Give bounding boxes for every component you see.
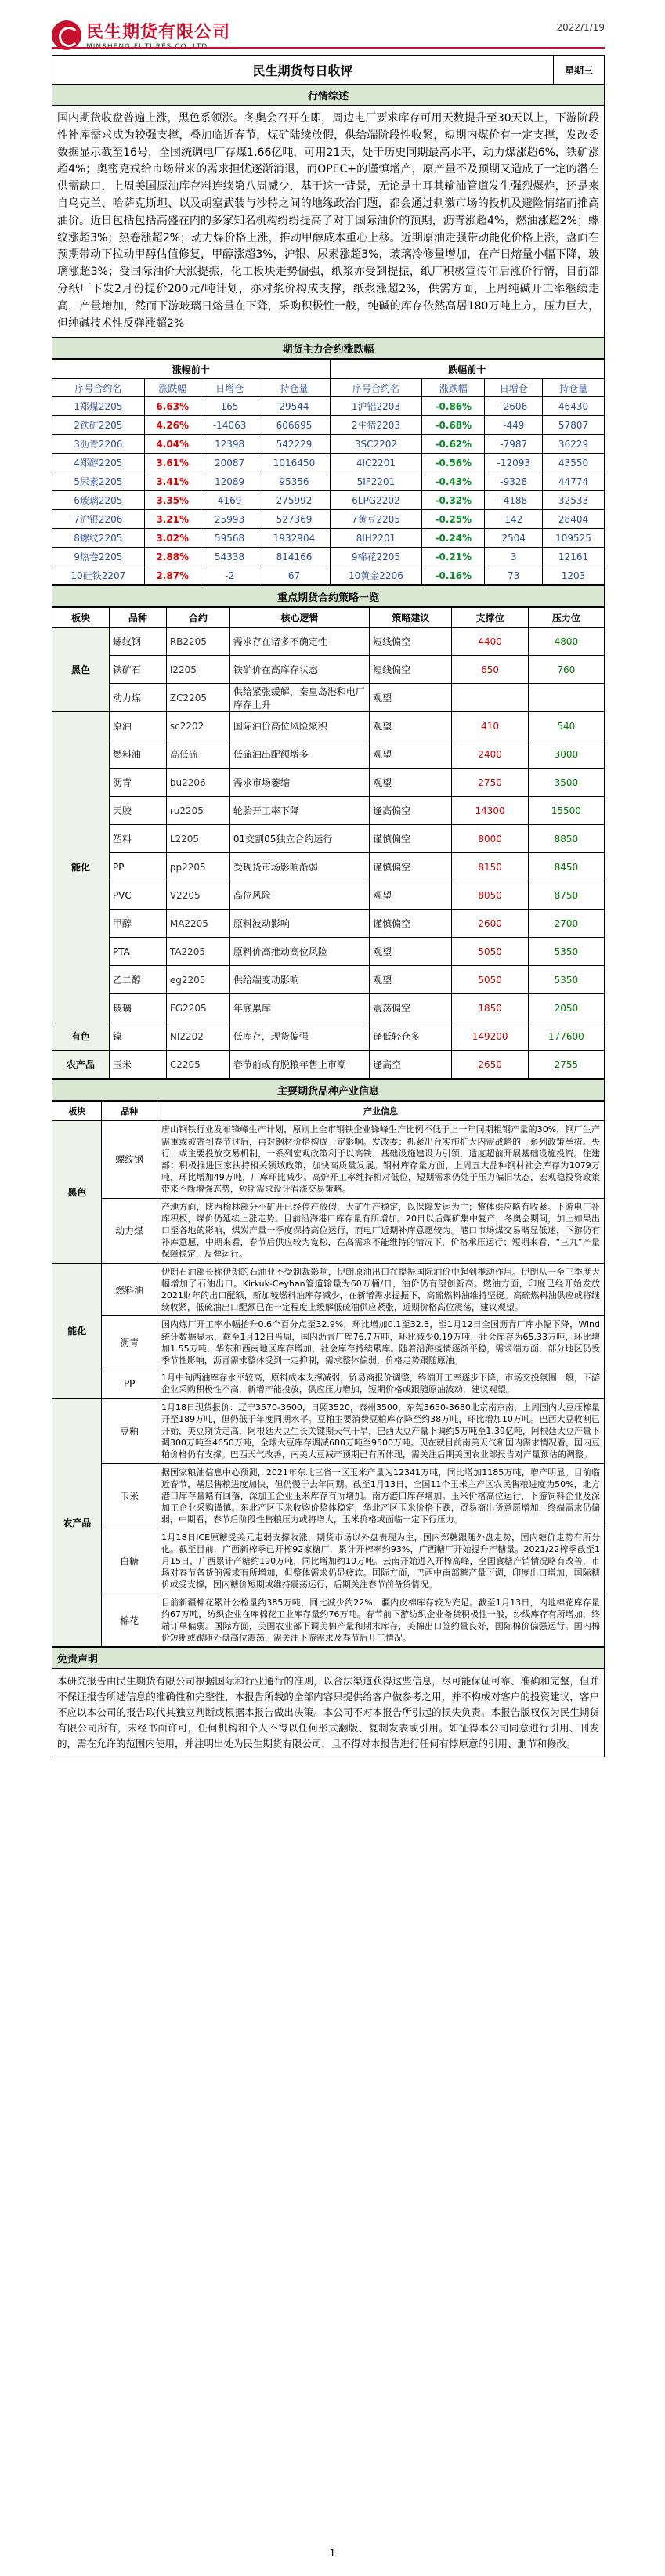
- strategy-support: 5050: [452, 966, 528, 994]
- report-header: [52, 19, 605, 60]
- strategy-pressure: 8450: [528, 853, 604, 881]
- industry-info: 1月中旬两油库存水平较高，原料成本支撑减弱，贸易商报价调整，终端开工率逐步下降，市场交投氛围一般，下游企业采购积极性不高，新增产能投放，供应压力增加，短期价格或跟随原油波动，建议观望。: [157, 1369, 604, 1398]
- up-open-interest: 95356: [258, 472, 330, 491]
- ranking-row: [52, 472, 605, 491]
- up-oi-change: 54338: [201, 548, 258, 566]
- industry-column-header: 板块: [52, 1102, 102, 1121]
- strategy-logic: 年底累库: [229, 994, 369, 1022]
- industry-info: 国内炼厂开工率小幅抬升0.6个百分点至32.9%，环比增加0.1至32.3，至1月12日全国沥青厂库小幅下降，Wind统计数据显示，截至1月12日当周，国内沥青厂库76.7万吨，环比减少0.19万吨，社会库存为65.33万吨，环比增加1.55万吨，华东和西南地区库存增加，社会库存持续累库。随着沿海疫情逐渐平稳，需求端方面，部分地区仍受季节性影响，沥青需求整体受到一定抑制，需求整体偏弱，价格走势跟随原油。: [157, 1316, 604, 1369]
- industry-sector: 能化: [52, 1263, 102, 1398]
- strategy-sector: 农产品: [52, 1051, 110, 1079]
- up-change: 4.04%: [144, 435, 201, 454]
- industry-row: [52, 1463, 605, 1529]
- ranking-column-header: 序号合约名: [330, 379, 422, 397]
- strategy-advice: 谨慎偏空: [370, 825, 452, 853]
- strategy-row: [52, 994, 605, 1022]
- strategy-pressure: 3000: [528, 740, 604, 769]
- strategy-support: 8000: [452, 825, 528, 853]
- strategy-logic: 低库存，现货偏强: [229, 1022, 369, 1051]
- industry-info: 1月18日ICE原糖受美元走弱支撑收涨，期货市场以外盘表现为主，国内郑糖跟随外盘走势，国内糖价走势有所分化。截至目前，广西新榨季已开榨92家糖厂，累计开榨率约93%，广西糖厂开始提升产糖量。2021/22榨季截至1月15日，广西累计产糖约190万吨，同比增加约10万吨。云南开始进入开榨高峰，全国食糖产销情况略有改善，市场对春节备货的需求有所增加，但整体需求仍显疲软。国际方面，巴西中南部糖产量下调，印度出口增加，国际糖价或受支撑，国内糖价短期或维持震荡运行，后期关注春节前备货情况。: [157, 1529, 604, 1594]
- strategy-product: 天胶: [109, 797, 166, 825]
- logo-icon: [52, 20, 81, 50]
- disclaimer-heading: 免责声明: [52, 1648, 605, 1669]
- down-contract: 5IF2201: [330, 472, 422, 491]
- strategy-product: 沥青: [109, 769, 166, 797]
- ranking-column-header: 持仓量: [258, 379, 330, 397]
- up-open-interest: 1932904: [258, 529, 330, 548]
- up-oi-change: 25993: [201, 510, 258, 529]
- up-open-interest: 67: [258, 566, 330, 585]
- up-contract: 10硅铁2207: [52, 566, 145, 585]
- industry-row: [52, 1316, 605, 1369]
- up-contract: 5尿素2205: [52, 472, 145, 491]
- industry-sector: 农产品: [52, 1398, 102, 1647]
- up-contract: 3沥青2206: [52, 435, 145, 454]
- industry-row: [52, 1398, 605, 1463]
- strategy-pressure: 8850: [528, 825, 604, 853]
- up-oi-change: 165: [201, 397, 258, 416]
- down-oi-change: -9328: [485, 472, 543, 491]
- strategy-contract: V2205: [166, 881, 229, 910]
- up-open-interest: 29544: [258, 397, 330, 416]
- down-open-interest: 1203: [543, 566, 605, 585]
- strategy-row: [52, 881, 605, 910]
- down-open-interest: 46430: [543, 397, 605, 416]
- strategy-logic: 供给端变动影响: [229, 966, 369, 994]
- strategy-pressure: 8750: [528, 881, 604, 910]
- industry-product: 螺纹钢: [102, 1121, 157, 1198]
- summary-heading: 行情综述: [52, 85, 605, 106]
- down-title: 跌幅前十: [330, 360, 604, 379]
- strategy-contract: bu2206: [166, 769, 229, 797]
- strategy-contract: NI2202: [166, 1022, 229, 1051]
- page-number: 1: [329, 2548, 336, 2559]
- industry-product: PP: [102, 1369, 157, 1398]
- strategy-support: 4400: [452, 628, 528, 656]
- down-oi-change: -4188: [485, 491, 543, 510]
- strategy-pressure: 15500: [528, 797, 604, 825]
- strategy-advice: 短线偏空: [370, 656, 452, 684]
- report-body: [52, 55, 605, 1757]
- strategy-row: [52, 769, 605, 797]
- industry-product: 沥青: [102, 1316, 157, 1369]
- strategy-contract: eg2205: [166, 966, 229, 994]
- down-change: -0.32%: [422, 491, 485, 510]
- up-oi-change: 12089: [201, 472, 258, 491]
- down-change: -0.24%: [422, 529, 485, 548]
- up-contract: 4郑醇2205: [52, 454, 145, 472]
- strategy-support: 8150: [452, 853, 528, 881]
- strategy-advice: 逢低轻仓多: [370, 1022, 452, 1051]
- strategy-product: 甲醇: [109, 910, 166, 938]
- down-contract: 10黄金2206: [330, 566, 422, 585]
- down-open-interest: 32533: [543, 491, 605, 510]
- strategy-contract: pp2205: [166, 853, 229, 881]
- strategy-contract: MA2205: [166, 910, 229, 938]
- industry-sector: 黑色: [52, 1121, 102, 1263]
- up-contract: 8螺纹2205: [52, 529, 145, 548]
- up-open-interest: 542229: [258, 435, 330, 454]
- down-open-interest: 12161: [543, 548, 605, 566]
- strategy-pressure: 2050: [528, 994, 604, 1022]
- strategy-product: 动力煤: [109, 684, 166, 712]
- down-oi-change: 3: [485, 548, 543, 566]
- industry-product: 燃料油: [102, 1263, 157, 1316]
- ranking-table: [52, 359, 605, 585]
- strategy-logic: 需求市场萎缩: [229, 769, 369, 797]
- down-contract: 1沪铝2203: [330, 397, 422, 416]
- up-oi-change: -14063: [201, 416, 258, 435]
- strategy-product: PTA: [109, 938, 166, 966]
- strategy-column-header: 品种: [109, 608, 166, 628]
- ranking-row: [52, 529, 605, 548]
- strategy-logic: 原料波动影响: [229, 910, 369, 938]
- strategy-advice: 逢高偏空: [370, 797, 452, 825]
- down-contract: 3SC2202: [330, 435, 422, 454]
- strategy-advice: 震荡偏空: [370, 994, 452, 1022]
- down-change: -0.16%: [422, 566, 485, 585]
- ranking-column-header: 日增仓: [485, 379, 543, 397]
- strategy-product: 铁矿石: [109, 656, 166, 684]
- strategy-row: [52, 656, 605, 684]
- industry-heading: 主要期货品种产业信息: [52, 1080, 605, 1101]
- strategy-row: [52, 1051, 605, 1079]
- strategy-logic: 春节前或有脱粮年售上市潮: [229, 1051, 369, 1079]
- strategy-advice: 观望: [370, 938, 452, 966]
- strategy-logic: 受现货市场影响渐弱: [229, 853, 369, 881]
- down-open-interest: 57807: [543, 416, 605, 435]
- up-change: 3.21%: [144, 510, 201, 529]
- strategy-row: [52, 938, 605, 966]
- strategy-product: 乙二醇: [109, 966, 166, 994]
- strategy-column-header: 合约: [166, 608, 229, 628]
- summary-text: 国内期货收盘普遍上涨，黑色系领涨。冬奥会召开在即，周边电厂要求库存可用天数提升至30天以上，下游阶段性补库需求成为较强支撑，叠加临近春节，煤矿陆续放假，供给端阶段性收紧，短期内煤价有一定支撑，发改委数据显示截至16号，全国统调电厂存煤1.66亿吨，可用21天，处于历史同期最高水平，动力煤涨超6%，铁矿涨超4%；奥密克戎给市场带来的需求担忧逐渐消退，而OPEC+的谨慎增产，原产量不及预期又造成了一定的潜在供需缺口，上周美国原油库存料连续第八周减少，基于这一背景，无论是土耳其输油管道发生强烈爆炸，还是来自乌克兰、哈萨克斯坦、以及胡塞武装与沙特之间的地缘政治问题，都会通过刺激市场的投机及避险情绪而推高油价。近日包括包括高盛在内的多家知名机构纷纷提高了对于国际油价的预期，沥青涨超4%，燃油涨超2%；螺纹涨超3%；热卷涨超2%；动力煤价格上涨，推动甲醇成本重心上移。近期原油走强带动能化价格上涨，盘面在预期带动下拉动甲醇估值修复，甲醇涨超3%，沪银、尿素涨超3%，玻璃冷修量增加，在产日熔量小幅下降，玻璃涨超3%；受国际油价大涨提振，化工板块走势偏强，纸浆亦受到提振，纸厂积极宣传年后涨价行情，目前部分纸厂下发2月份提价200元/吨计划，亦对浆价构成支撑，纸浆涨超2%，供需方面，上周纯碱开工率继续走高，产量增加，然而下游玻璃日熔量在下降，采购积极性一般，纯碱的库存依然高居180万吨上方，压力巨大，但纯碱技术性反弹涨超2%: [52, 106, 605, 338]
- strategy-advice: 观望: [370, 769, 452, 797]
- strategy-advice: 观望: [370, 966, 452, 994]
- strategy-support: 2750: [452, 769, 528, 797]
- industry-product: 动力煤: [102, 1198, 157, 1263]
- strategy-support: 14300: [452, 797, 528, 825]
- strategy-pressure: [528, 684, 604, 712]
- strategy-contract: I2205: [166, 656, 229, 684]
- down-contract: 8IH2201: [330, 529, 422, 548]
- down-change: -0.21%: [422, 548, 485, 566]
- strategy-support: 650: [452, 656, 528, 684]
- down-open-interest: 36229: [543, 435, 605, 454]
- up-oi-change: 20087: [201, 454, 258, 472]
- down-contract: 7黄豆2205: [330, 510, 422, 529]
- up-change: 3.61%: [144, 454, 201, 472]
- up-open-interest: 814166: [258, 548, 330, 566]
- down-change: -0.25%: [422, 510, 485, 529]
- industry-info: 伊朗石油部长称伊朗的石油业不受制裁影响，伊朗原油出口在提振国际油价中起到推动作用。伊朗从一至三季度大幅增加了石油出口。Kirkuk-Ceyhan管道输量为60万桶/日，油价仍有望创新高。燃油方面，印度已经开始发放2021财年的出口配额，新加坡燃料油库存减少，在新增需求提振下，高硫燃料油维持坚挺。高硫燃料油供应或将继续收紧，低硫油出口配额已在一定程度上缓解低硫油供应紧张，近期价格高位震荡，建议观望。: [157, 1263, 604, 1316]
- industry-product: 棉花: [102, 1594, 157, 1647]
- strategy-support: 2650: [452, 1051, 528, 1079]
- down-oi-change: -449: [485, 416, 543, 435]
- strategy-row: [52, 1022, 605, 1051]
- up-open-interest: 606695: [258, 416, 330, 435]
- ranking-heading: 期货主力合约涨跌幅: [52, 338, 605, 359]
- strategy-logic: 铁矿价在高库存状态: [229, 656, 369, 684]
- strategy-support: 149200: [452, 1022, 528, 1051]
- down-oi-change: 2504: [485, 529, 543, 548]
- strategy-advice: 逢高空: [370, 1051, 452, 1079]
- strategy-advice: 谨慎偏空: [370, 853, 452, 881]
- down-oi-change: 142: [485, 510, 543, 529]
- up-contract: 2铁矿2205: [52, 416, 145, 435]
- strategy-row: [52, 740, 605, 769]
- strategy-contract: ru2205: [166, 797, 229, 825]
- strategy-contract: 高低硫: [166, 740, 229, 769]
- header-divider: [52, 47, 605, 49]
- strategy-row: [52, 910, 605, 938]
- strategy-logic: 国际油价高位风险聚积: [229, 712, 369, 740]
- strategy-advice: 短线偏空: [370, 628, 452, 656]
- strategy-column-header: 策略建议: [370, 608, 452, 628]
- strategy-product: 螺纹钢: [109, 628, 166, 656]
- industry-product: 白糖: [102, 1529, 157, 1594]
- down-oi-change: -2606: [485, 397, 543, 416]
- strategy-pressure: 760: [528, 656, 604, 684]
- down-oi-change: 73: [485, 566, 543, 585]
- down-change: -0.43%: [422, 472, 485, 491]
- down-oi-change: -12093: [485, 454, 543, 472]
- industry-heading-table: [52, 1079, 605, 1101]
- strategy-logic: 轮胎开工率下降: [229, 797, 369, 825]
- strategy-sector: 有色: [52, 1022, 110, 1051]
- strategy-contract: FG2205: [166, 994, 229, 1022]
- up-change: 3.41%: [144, 472, 201, 491]
- strategy-contract: TA2205: [166, 938, 229, 966]
- strategy-row: [52, 825, 605, 853]
- strategy-support: 8050: [452, 881, 528, 910]
- up-contract: 6玻璃2205: [52, 491, 145, 510]
- up-change: 2.87%: [144, 566, 201, 585]
- strategy-product: 塑料: [109, 825, 166, 853]
- up-oi-change: 12398: [201, 435, 258, 454]
- strategy-pressure: 5350: [528, 938, 604, 966]
- strategy-advice: 观望: [370, 684, 452, 712]
- up-open-interest: 275992: [258, 491, 330, 510]
- strategy-row: [52, 966, 605, 994]
- industry-row: [52, 1594, 605, 1647]
- strategy-contract: C2205: [166, 1051, 229, 1079]
- disclaimer-table: [52, 1647, 605, 1757]
- strategy-product: 镍: [109, 1022, 166, 1051]
- ranking-row: [52, 454, 605, 472]
- strategy-product: 燃料油: [109, 740, 166, 769]
- strategy-logic: 01交割05独立合约运行: [229, 825, 369, 853]
- strategy-row: [52, 853, 605, 881]
- industry-row: [52, 1198, 605, 1263]
- strategy-pressure: 2755: [528, 1051, 604, 1079]
- up-open-interest: 527369: [258, 510, 330, 529]
- industry-product: 玉米: [102, 1463, 157, 1529]
- industry-row: [52, 1529, 605, 1594]
- strategy-support: [452, 684, 528, 712]
- strategy-table: [52, 607, 605, 1079]
- up-oi-change: 59568: [201, 529, 258, 548]
- industry-info: 产地方面，陕西榆林部分小矿开已经停产放假，大矿生产稳定，以保障发运为主；整体供应略有收紧。下游电厂补库积极，煤价仍延续上涨走势。目前沿海港口库存量有所增加。20日以后煤矿集中复产，冬奥会期间，加上如果出口至各地的影响，煤炭产量一季度保持高位运行，而电厂近期补库意愿较为。港口市场煤交易略显低迷，下游仍有补库意愿，中期来看，春节后供应较为宽松，在高需求不能维持的情况下，价格承压运行；短期来看，“三九”产量保障稳定，反弹运行。: [157, 1198, 604, 1263]
- ranking-row: [52, 491, 605, 510]
- up-change: 3.35%: [144, 491, 201, 510]
- strategy-contract: sc2202: [166, 712, 229, 740]
- up-oi-change: 4169: [201, 491, 258, 510]
- strategy-column-header: 核心逻辑: [229, 608, 369, 628]
- strategy-pressure: 2700: [528, 910, 604, 938]
- strategy-heading-table: [52, 585, 605, 607]
- down-open-interest: 43550: [543, 454, 605, 472]
- ranking-row: [52, 510, 605, 529]
- strategy-logic: 低硫油出配额增多: [229, 740, 369, 769]
- strategy-logic: 原料价高推动高位风险: [229, 938, 369, 966]
- strategy-support: 2400: [452, 740, 528, 769]
- strategy-product: PP: [109, 853, 166, 881]
- up-change: 6.63%: [144, 397, 201, 416]
- strategy-support: 5050: [452, 938, 528, 966]
- strategy-product: 玻璃: [109, 994, 166, 1022]
- up-title: 涨幅前十: [52, 360, 331, 379]
- down-oi-change: -7987: [485, 435, 543, 454]
- up-change: 4.26%: [144, 416, 201, 435]
- strategy-row: [52, 797, 605, 825]
- ranking-column-header: 持仓量: [543, 379, 605, 397]
- strategy-sector: 能化: [52, 712, 110, 1022]
- up-change: 3.02%: [144, 529, 201, 548]
- strategy-advice: 观望: [370, 712, 452, 740]
- down-change: -0.86%: [422, 397, 485, 416]
- ranking-row: [52, 397, 605, 416]
- industry-column-header: 产业信息: [157, 1102, 604, 1121]
- up-oi-change: -2: [201, 566, 258, 585]
- down-change: -0.68%: [422, 416, 485, 435]
- strategy-contract: RB2205: [166, 628, 229, 656]
- strategy-pressure: 177600: [528, 1022, 604, 1051]
- strategy-row: [52, 712, 605, 740]
- strategy-logic: 高位风险: [229, 881, 369, 910]
- down-contract: 6LPG2202: [330, 491, 422, 510]
- industry-row: [52, 1369, 605, 1398]
- ranking-row: [52, 548, 605, 566]
- ranking-row: [52, 435, 605, 454]
- strategy-product: 玉米: [109, 1051, 166, 1079]
- strategy-sector: 黑色: [52, 628, 110, 712]
- strategy-logic: 需求存在诸多不确定性: [229, 628, 369, 656]
- strategy-contract: ZC2205: [166, 684, 229, 712]
- strategy-column-header: 压力位: [528, 608, 604, 628]
- industry-row: [52, 1263, 605, 1316]
- down-contract: 9棉花2205: [330, 548, 422, 566]
- ranking-row: [52, 416, 605, 435]
- up-contract: 9热卷2205: [52, 548, 145, 566]
- strategy-advice: 谨慎偏空: [370, 910, 452, 938]
- industry-info: 目前新疆棉花累计公检量约385万吨，同比减少约22%，疆内皮棉库存较为充足。截至1月13日，内地棉花库存量约67万吨，纺织企业在库棉花工业库存量约76万吨。春节前下游纺织企业备货积极性一般，纱线库存有所增加，终端订单偏弱。国际方面，美国农业部下调美棉产量和期末库存，美棉出口签约量良好，国际棉价偏强运行。国内棉价短期或跟随外盘高位震荡，需关注下游需求及春节后开工情况。: [157, 1594, 604, 1647]
- ranking-column-header: 日增仓: [201, 379, 258, 397]
- strategy-contract: L2205: [166, 825, 229, 853]
- strategy-support: 1850: [452, 994, 528, 1022]
- strategy-product: PVC: [109, 881, 166, 910]
- industry-info: 唐山钢铁行业发布锋峰生产计划，原则上全市钢铁企业锋峰生产比例不低于上一年同期粗钢产量的30%，钢厂生产需重或被寄到春节过后，再对钢材价格构成一定影响。发改委：抓紧出台实施扩大内需战略的一系列政策举措。央行：或主要投放交易机制，一系列宏观政策利于以高铁、基础设施建设为引领，适度超前开展基础设施投资。住建部：积极推进国家扶持相关领域政策，加快高质量发展。钢材库存量方面，上周五大品种钢材社会库存为1079万吨，环比增加49万吨，厂库环比减少。高炉开工率维持相对低位，短期需求仍处于压力偏旧状态，宏观稳投资政策带来不断增强态势，短期需求设计看涨交易策略。: [157, 1121, 604, 1198]
- ranking-column-header: 涨跌幅: [422, 379, 485, 397]
- up-contract: 7沪银2206: [52, 510, 145, 529]
- down-change: -0.56%: [422, 454, 485, 472]
- ranking-row: [52, 566, 605, 585]
- industry-info: 1月18日现货报价：辽宁3570-3600，日照3520，泰州3500，东莞3650-3680北京南京南，上周国内大豆压榨量开至189万吨，但仍低于年度同期水平。豆粕主要消费豆粕库存降至约38万吨，环比增加10万吨。巴西大豆收割已开始，美豆期货走高，阿根廷大豆生长关键期天气干旱，巴西大豆产量下调约5万吨至1.39亿吨，阿根廷大豆产量下调300万吨至4650万吨，全球大豆库存调减680万吨至9500万吨。现在就目前南美天气和国内需求情况看，国内豆粕价格仍有支撑。巴西天气改善，南美大豆减产预期已有所体现，需关注后期美国农业部报告对产量预估的调整。: [157, 1398, 604, 1463]
- down-open-interest: 28404: [543, 510, 605, 529]
- industry-column-header: 品种: [102, 1102, 157, 1121]
- logo-cn-text: 民生期货有限公司: [86, 23, 231, 42]
- strategy-row: [52, 628, 605, 656]
- strategy-heading: 重点期货合约策略一览: [52, 586, 605, 607]
- industry-product: 豆粕: [102, 1398, 157, 1463]
- weekday-label: 星期三: [554, 56, 605, 85]
- down-contract: 4IC2201: [330, 454, 422, 472]
- company-logo: [52, 19, 230, 51]
- strategy-pressure: 3500: [528, 769, 604, 797]
- strategy-column-header: 支撑位: [452, 608, 528, 628]
- up-open-interest: 1016450: [258, 454, 330, 472]
- strategy-support: 2600: [452, 910, 528, 938]
- ranking-column-header: 涨跌幅: [144, 379, 201, 397]
- strategy-column-header: 板块: [52, 608, 110, 628]
- down-open-interest: 109525: [543, 529, 605, 548]
- strategy-pressure: 540: [528, 712, 604, 740]
- up-change: 2.88%: [144, 548, 201, 566]
- down-contract: 2生猪2203: [330, 416, 422, 435]
- industry-row: [52, 1121, 605, 1198]
- report-title: 民生期货每日收评: [52, 56, 554, 85]
- strategy-pressure: 4800: [528, 628, 604, 656]
- up-contract: 1郑煤2205: [52, 397, 145, 416]
- strategy-advice: 观望: [370, 740, 452, 769]
- strategy-row: [52, 684, 605, 712]
- strategy-support: 410: [452, 712, 528, 740]
- down-change: -0.62%: [422, 435, 485, 454]
- strategy-advice: 观望: [370, 881, 452, 910]
- ranking-column-header: 序号合约名: [52, 379, 145, 397]
- industry-info: 据国家粮油信息中心预测，2021年东北三省一区玉米产量为12341万吨，同比增加1185万吨，增产明显。目前临近春节，基层售粮进度加快，但仍慢于去年同期。截至1月13日，全国11个玉米主产区农民售粮进度为50%，北方港口库存量略有回落，深加工企业玉米库存有所增加。南方港口库存增加。玉米价格高位运行，下游饲料企业及深加工企业采购谨慎。东北产区玉米收购价整体稳定，华北产区玉米价格下跌，贸易商出货意愿增加，终端需求仍偏弱，中期看，春节后阶段性售粮压力或将增大，玉米价格或面临一定下行压力。: [157, 1463, 604, 1529]
- down-open-interest: 44774: [543, 472, 605, 491]
- title-table: [52, 55, 605, 359]
- industry-table: [52, 1101, 605, 1647]
- strategy-logic: 供给紧张缓解，秦皇岛港和电厂库存上升: [229, 684, 369, 712]
- strategy-product: 原油: [109, 712, 166, 740]
- strategy-pressure: 5350: [528, 966, 604, 994]
- disclaimer-text: 本研究报告由民生期货有限公司根据国际和行业通行的准则，以合法渠道获得这些信息，尽可能保证可靠、准确和完整，但并不保证报告所述信息的准确性和完整性，本报告所载的全部内容只提供给客户做参考之用，并不构成对客户的投资建议，客户不应以本公司的报告取代其独立判断或根据本报告做出决策。本公司不对本报告所引起的损失负责。本报告版权仅为民生期货有限公司所有，未经书面许可，任何机构和个人不得以任何形式翻版、复制发表或引用。如征得本公司同意进行引用、刊发的，需在允许的范围内使用，并注明出处为民生期货有限公司，且不得对本报告进行任何有悖原意的引用、删节和修改。: [52, 1669, 605, 1757]
- report-date: 2022/1/19: [556, 22, 605, 33]
